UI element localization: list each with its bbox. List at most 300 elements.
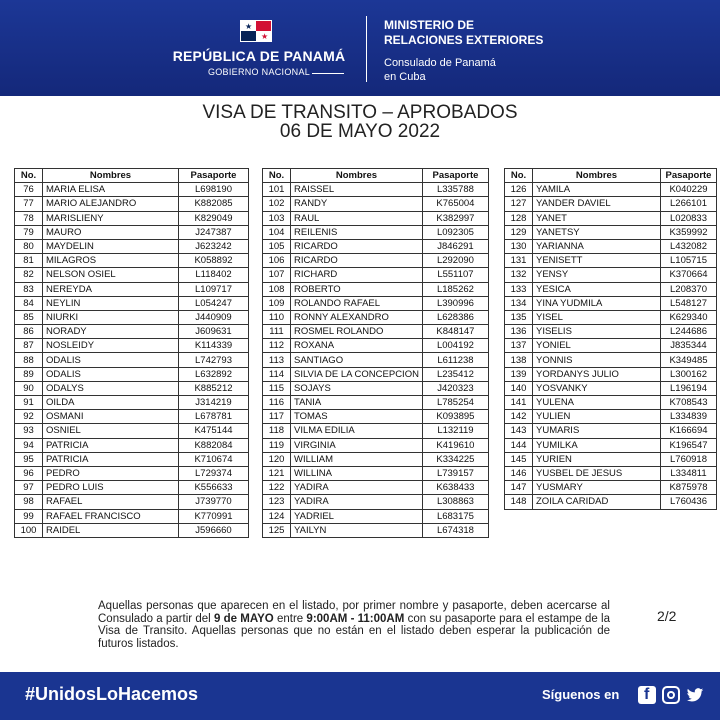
table-row bbox=[15, 296, 249, 310]
row-passport: L054247 bbox=[179, 296, 249, 310]
row-number: 143 bbox=[505, 424, 533, 438]
row-passport: K848147 bbox=[422, 325, 488, 339]
row-passport: L674318 bbox=[422, 523, 488, 537]
row-passport: K882085 bbox=[179, 197, 249, 211]
row-passport: K166694 bbox=[661, 424, 717, 438]
row-name: ROLANDO RAFAEL bbox=[291, 296, 423, 310]
row-number: 147 bbox=[505, 481, 533, 495]
row-number: 131 bbox=[505, 254, 533, 268]
row-number: 83 bbox=[15, 282, 43, 296]
follow-us-label: Síguenos en bbox=[542, 687, 620, 702]
header-name: Nombres bbox=[533, 169, 661, 183]
note-part-2: entre bbox=[273, 612, 307, 625]
row-number: 146 bbox=[505, 466, 533, 480]
row-passport: K556633 bbox=[179, 481, 249, 495]
table-row bbox=[505, 325, 717, 339]
row-passport: L335788 bbox=[422, 183, 488, 197]
row-number: 112 bbox=[263, 339, 291, 353]
row-number: 128 bbox=[505, 211, 533, 225]
row-number: 139 bbox=[505, 367, 533, 381]
row-number: 91 bbox=[15, 396, 43, 410]
table-row bbox=[263, 183, 489, 197]
table-row bbox=[15, 381, 249, 395]
row-number: 144 bbox=[505, 438, 533, 452]
table-row bbox=[263, 396, 489, 410]
row-name: RAFAEL bbox=[43, 495, 179, 509]
row-number: 118 bbox=[263, 424, 291, 438]
row-name: YUMILKA bbox=[533, 438, 661, 452]
row-passport: K875978 bbox=[661, 481, 717, 495]
row-passport: K058892 bbox=[179, 254, 249, 268]
row-passport: K629340 bbox=[661, 310, 717, 324]
table-row bbox=[263, 325, 489, 339]
row-name: MAYDELIN bbox=[43, 239, 179, 253]
page-number: 2/2 bbox=[657, 608, 677, 624]
row-number: 103 bbox=[263, 211, 291, 225]
table-row bbox=[15, 410, 249, 424]
table-row bbox=[263, 296, 489, 310]
table-row bbox=[505, 466, 717, 480]
row-passport: L132119 bbox=[422, 424, 488, 438]
instagram-icon[interactable] bbox=[662, 686, 680, 704]
row-name: YUMARIS bbox=[533, 424, 661, 438]
row-number: 90 bbox=[15, 381, 43, 395]
row-name: YESICA bbox=[533, 282, 661, 296]
approved-table-1 bbox=[14, 168, 249, 538]
row-passport: J846291 bbox=[422, 239, 488, 253]
table-row bbox=[263, 225, 489, 239]
row-number: 109 bbox=[263, 296, 291, 310]
row-number: 134 bbox=[505, 296, 533, 310]
row-passport: K349485 bbox=[661, 353, 717, 367]
row-number: 85 bbox=[15, 310, 43, 324]
table-row bbox=[505, 296, 717, 310]
row-name: YENSY bbox=[533, 268, 661, 282]
table-row bbox=[263, 523, 489, 537]
consulate-title bbox=[384, 56, 496, 84]
row-number: 117 bbox=[263, 410, 291, 424]
table-row bbox=[15, 424, 249, 438]
table-row bbox=[263, 268, 489, 282]
row-name: VIRGINIA bbox=[291, 438, 423, 452]
row-name: YINA YUDMILA bbox=[533, 296, 661, 310]
row-number: 88 bbox=[15, 353, 43, 367]
row-name: ROBERTO bbox=[291, 282, 423, 296]
row-passport: K710674 bbox=[179, 452, 249, 466]
table-row bbox=[505, 367, 717, 381]
consulate-line-2: en Cuba bbox=[384, 71, 426, 83]
table-header-row bbox=[505, 169, 717, 183]
row-passport: K093895 bbox=[422, 410, 488, 424]
row-number: 77 bbox=[15, 197, 43, 211]
government-subtitle: GOBIERNO NACIONAL bbox=[207, 67, 311, 77]
table-row bbox=[263, 424, 489, 438]
row-name: RONNY ALEXANDRO bbox=[291, 310, 423, 324]
table-row bbox=[505, 495, 717, 509]
table-row bbox=[15, 211, 249, 225]
document-title-line-2: 06 DE MAYO 2022 bbox=[279, 121, 441, 142]
row-name: YUSBEL DE JESUS bbox=[533, 466, 661, 480]
table-row bbox=[263, 438, 489, 452]
row-name: YADIRA bbox=[291, 481, 423, 495]
row-number: 124 bbox=[263, 509, 291, 523]
row-number: 125 bbox=[263, 523, 291, 537]
row-number: 114 bbox=[263, 367, 291, 381]
table-row bbox=[263, 381, 489, 395]
consulate-line-1: Consulado de Panamá bbox=[384, 57, 496, 69]
row-name: YANET bbox=[533, 211, 661, 225]
row-name: SILVIA DE LA CONCEPCION bbox=[291, 367, 423, 381]
row-name: YANETSY bbox=[533, 225, 661, 239]
row-passport: L334839 bbox=[661, 410, 717, 424]
row-passport: K708543 bbox=[661, 396, 717, 410]
row-name: YAILYN bbox=[291, 523, 423, 537]
table-row bbox=[15, 438, 249, 452]
row-number: 81 bbox=[15, 254, 43, 268]
approved-table-2 bbox=[262, 168, 489, 538]
table-row bbox=[263, 481, 489, 495]
row-passport: K334225 bbox=[422, 452, 488, 466]
row-passport: J596660 bbox=[179, 523, 249, 537]
row-name: ZOILA CARIDAD bbox=[533, 495, 661, 509]
row-passport: L092305 bbox=[422, 225, 488, 239]
row-passport: L698190 bbox=[179, 183, 249, 197]
table-row bbox=[15, 183, 249, 197]
row-name: ROXANA bbox=[291, 339, 423, 353]
row-name: SANTIAGO bbox=[291, 353, 423, 367]
row-passport: L300162 bbox=[661, 367, 717, 381]
table-row bbox=[15, 225, 249, 239]
row-passport: K370664 bbox=[661, 268, 717, 282]
row-passport: L020833 bbox=[661, 211, 717, 225]
row-name: MARISLIENY bbox=[43, 211, 179, 225]
table-row bbox=[15, 239, 249, 253]
table-row bbox=[505, 452, 717, 466]
row-number: 96 bbox=[15, 466, 43, 480]
table-row bbox=[505, 282, 717, 296]
header-no: No. bbox=[15, 169, 43, 183]
row-name: YISELIS bbox=[533, 325, 661, 339]
row-passport: L292090 bbox=[422, 254, 488, 268]
table-row bbox=[15, 466, 249, 480]
row-name: YOSVANKY bbox=[533, 381, 661, 395]
table-header-row bbox=[15, 169, 249, 183]
row-passport: L105715 bbox=[661, 254, 717, 268]
table-row bbox=[263, 211, 489, 225]
row-passport: K770991 bbox=[179, 509, 249, 523]
row-passport: J835344 bbox=[661, 339, 717, 353]
row-passport: K638433 bbox=[422, 481, 488, 495]
table-row bbox=[263, 339, 489, 353]
table-row bbox=[15, 339, 249, 353]
row-number: 97 bbox=[15, 481, 43, 495]
table-row bbox=[15, 523, 249, 537]
row-number: 140 bbox=[505, 381, 533, 395]
table-row bbox=[15, 282, 249, 296]
row-number: 86 bbox=[15, 325, 43, 339]
row-number: 137 bbox=[505, 339, 533, 353]
row-name: YONNIS bbox=[533, 353, 661, 367]
row-number: 132 bbox=[505, 268, 533, 282]
row-name: YENISETT bbox=[533, 254, 661, 268]
row-name: TOMAS bbox=[291, 410, 423, 424]
row-passport: L611238 bbox=[422, 353, 488, 367]
table-row bbox=[15, 310, 249, 324]
row-passport: K475144 bbox=[179, 424, 249, 438]
header-passport: Pasaporte bbox=[422, 169, 488, 183]
row-number: 80 bbox=[15, 239, 43, 253]
row-name: ROSMEL ROLANDO bbox=[291, 325, 423, 339]
table-row bbox=[505, 183, 717, 197]
table-row bbox=[505, 353, 717, 367]
table-row bbox=[505, 438, 717, 452]
table-row bbox=[505, 424, 717, 438]
table-row bbox=[15, 254, 249, 268]
table-row bbox=[505, 268, 717, 282]
row-name: WILLIAM bbox=[291, 452, 423, 466]
row-number: 148 bbox=[505, 495, 533, 509]
row-number: 76 bbox=[15, 183, 43, 197]
table-row bbox=[15, 509, 249, 523]
row-name: YADRIEL bbox=[291, 509, 423, 523]
row-passport: L266101 bbox=[661, 197, 717, 211]
table-row bbox=[263, 239, 489, 253]
row-name: ODALIS bbox=[43, 367, 179, 381]
row-number: 129 bbox=[505, 225, 533, 239]
row-name: RICARDO bbox=[291, 254, 423, 268]
row-name: YULENA bbox=[533, 396, 661, 410]
row-passport: K382997 bbox=[422, 211, 488, 225]
header-banner bbox=[0, 0, 720, 96]
row-passport: K359992 bbox=[661, 225, 717, 239]
table-row bbox=[263, 367, 489, 381]
row-passport: L742793 bbox=[179, 353, 249, 367]
table-row bbox=[505, 310, 717, 324]
row-name: PATRICIA bbox=[43, 452, 179, 466]
row-number: 141 bbox=[505, 396, 533, 410]
document-title bbox=[0, 103, 720, 141]
row-passport: L235412 bbox=[422, 367, 488, 381]
row-passport: L760918 bbox=[661, 452, 717, 466]
ministry-line-1: MINISTERIO DE bbox=[384, 18, 475, 32]
table-row bbox=[15, 325, 249, 339]
row-number: 93 bbox=[15, 424, 43, 438]
row-passport: L390996 bbox=[422, 296, 488, 310]
row-name: YANDER DAVIEL bbox=[533, 197, 661, 211]
table-row bbox=[15, 353, 249, 367]
row-name: RAUL bbox=[291, 211, 423, 225]
row-passport: K114339 bbox=[179, 339, 249, 353]
header-divider bbox=[366, 16, 367, 82]
row-name: YAMILA bbox=[533, 183, 661, 197]
row-number: 115 bbox=[263, 381, 291, 395]
row-name: MARIO ALEJANDRO bbox=[43, 197, 179, 211]
table-row bbox=[263, 353, 489, 367]
row-name: NEYLIN bbox=[43, 296, 179, 310]
row-passport: L739157 bbox=[422, 466, 488, 480]
row-number: 135 bbox=[505, 310, 533, 324]
row-passport: K040229 bbox=[661, 183, 717, 197]
row-name: VILMA EDILIA bbox=[291, 424, 423, 438]
table-row bbox=[505, 381, 717, 395]
table-row bbox=[505, 239, 717, 253]
row-name: NOSLEIDY bbox=[43, 339, 179, 353]
row-name: NIURKI bbox=[43, 310, 179, 324]
row-passport: K885212 bbox=[179, 381, 249, 395]
table-row bbox=[505, 396, 717, 410]
row-name: YURIEN bbox=[533, 452, 661, 466]
table-row bbox=[505, 254, 717, 268]
row-name: YONIEL bbox=[533, 339, 661, 353]
row-number: 99 bbox=[15, 509, 43, 523]
table-row bbox=[505, 410, 717, 424]
row-number: 122 bbox=[263, 481, 291, 495]
row-number: 100 bbox=[15, 523, 43, 537]
row-name: WILLINA bbox=[291, 466, 423, 480]
row-passport: L628386 bbox=[422, 310, 488, 324]
row-passport: L551107 bbox=[422, 268, 488, 282]
table-row bbox=[263, 254, 489, 268]
row-passport: L308863 bbox=[422, 495, 488, 509]
table-row bbox=[263, 495, 489, 509]
twitter-icon[interactable] bbox=[686, 686, 704, 704]
table-row bbox=[263, 282, 489, 296]
row-name: PATRICIA bbox=[43, 438, 179, 452]
row-name: OSMANI bbox=[43, 410, 179, 424]
row-passport: K882084 bbox=[179, 438, 249, 452]
row-name: NEREYDA bbox=[43, 282, 179, 296]
facebook-icon[interactable]: f bbox=[638, 686, 656, 704]
row-number: 145 bbox=[505, 452, 533, 466]
row-number: 133 bbox=[505, 282, 533, 296]
table-row bbox=[263, 197, 489, 211]
row-name: MILAGROS bbox=[43, 254, 179, 268]
row-name: ODALYS bbox=[43, 381, 179, 395]
row-passport: L785254 bbox=[422, 396, 488, 410]
row-name: PEDRO bbox=[43, 466, 179, 480]
row-number: 126 bbox=[505, 183, 533, 197]
note-part-3: con su pasaporte para el estampe de la Visa de Transito. Aquellas personas que no están en el listado deben esperar la publicación de futuros listados. bbox=[98, 612, 610, 650]
row-number: 108 bbox=[263, 282, 291, 296]
row-passport: L678781 bbox=[179, 410, 249, 424]
row-passport: L683175 bbox=[422, 509, 488, 523]
row-number: 116 bbox=[263, 396, 291, 410]
table-row bbox=[505, 211, 717, 225]
row-number: 104 bbox=[263, 225, 291, 239]
row-name: RAIDEL bbox=[43, 523, 179, 537]
row-number: 121 bbox=[263, 466, 291, 480]
row-name: SOJAYS bbox=[291, 381, 423, 395]
row-number: 89 bbox=[15, 367, 43, 381]
row-name: NORADY bbox=[43, 325, 179, 339]
row-number: 107 bbox=[263, 268, 291, 282]
row-name: NELSON OSIEL bbox=[43, 268, 179, 282]
row-name: RICHARD bbox=[291, 268, 423, 282]
row-name: YADIRA bbox=[291, 495, 423, 509]
row-passport: K829049 bbox=[179, 211, 249, 225]
row-number: 120 bbox=[263, 452, 291, 466]
table-header-row bbox=[263, 169, 489, 183]
table-row bbox=[263, 466, 489, 480]
row-passport: L208370 bbox=[661, 282, 717, 296]
row-number: 119 bbox=[263, 438, 291, 452]
row-name: ODALIS bbox=[43, 353, 179, 367]
row-number: 98 bbox=[15, 495, 43, 509]
row-passport: L432082 bbox=[661, 239, 717, 253]
row-passport: J609631 bbox=[179, 325, 249, 339]
row-number: 106 bbox=[263, 254, 291, 268]
ministry-title bbox=[384, 18, 543, 48]
table-row bbox=[15, 367, 249, 381]
row-name: RANDY bbox=[291, 197, 423, 211]
table-row bbox=[15, 197, 249, 211]
ministry-line-2: RELACIONES EXTERIORES bbox=[384, 33, 544, 47]
table-row bbox=[15, 495, 249, 509]
table-row bbox=[505, 339, 717, 353]
table-row bbox=[15, 481, 249, 495]
header-name: Nombres bbox=[43, 169, 179, 183]
row-passport: L729374 bbox=[179, 466, 249, 480]
row-name: MAURO bbox=[43, 225, 179, 239]
row-passport: J739770 bbox=[179, 495, 249, 509]
row-number: 110 bbox=[263, 310, 291, 324]
header-no: No. bbox=[263, 169, 291, 183]
row-name: RAISSEL bbox=[291, 183, 423, 197]
row-passport: J623242 bbox=[179, 239, 249, 253]
row-passport: J247387 bbox=[179, 225, 249, 239]
table-row bbox=[263, 452, 489, 466]
row-name: OSNIEL bbox=[43, 424, 179, 438]
row-name: RAFAEL FRANCISCO bbox=[43, 509, 179, 523]
note-time: 9:00AM - 11:00AM bbox=[306, 612, 405, 625]
table-row bbox=[263, 509, 489, 523]
header-no: No. bbox=[505, 169, 533, 183]
row-passport: J440909 bbox=[179, 310, 249, 324]
row-name: YORDANYS JULIO bbox=[533, 367, 661, 381]
row-number: 79 bbox=[15, 225, 43, 239]
header-passport: Pasaporte bbox=[179, 169, 249, 183]
panama-flag-icon: ★ ★ bbox=[240, 20, 272, 42]
row-name: RICARDO bbox=[291, 239, 423, 253]
row-passport: L185262 bbox=[422, 282, 488, 296]
row-name: TANIA bbox=[291, 396, 423, 410]
row-passport: L244686 bbox=[661, 325, 717, 339]
subtitle-rule bbox=[312, 73, 344, 74]
instructions-note bbox=[98, 600, 610, 650]
row-passport: L334811 bbox=[661, 466, 717, 480]
document-title-line-1: VISA DE TRANSITO – APROBADOS bbox=[202, 102, 518, 123]
note-part-1: Aquellas personas que aparecen en el listado, por primer nombre y pasaporte, deben acercarse al Consulado a partir del bbox=[98, 600, 610, 625]
row-number: 123 bbox=[263, 495, 291, 509]
row-passport: K765004 bbox=[422, 197, 488, 211]
row-number: 113 bbox=[263, 353, 291, 367]
footer-banner bbox=[0, 672, 720, 720]
row-passport: L109717 bbox=[179, 282, 249, 296]
row-number: 94 bbox=[15, 438, 43, 452]
row-passport: L632892 bbox=[179, 367, 249, 381]
row-passport: J420323 bbox=[422, 381, 488, 395]
row-number: 127 bbox=[505, 197, 533, 211]
row-number: 82 bbox=[15, 268, 43, 282]
row-number: 92 bbox=[15, 410, 43, 424]
row-passport: J314219 bbox=[179, 396, 249, 410]
row-name: PEDRO LUIS bbox=[43, 481, 179, 495]
row-number: 102 bbox=[263, 197, 291, 211]
row-number: 78 bbox=[15, 211, 43, 225]
row-number: 138 bbox=[505, 353, 533, 367]
row-passport: K196547 bbox=[661, 438, 717, 452]
table-row bbox=[505, 481, 717, 495]
